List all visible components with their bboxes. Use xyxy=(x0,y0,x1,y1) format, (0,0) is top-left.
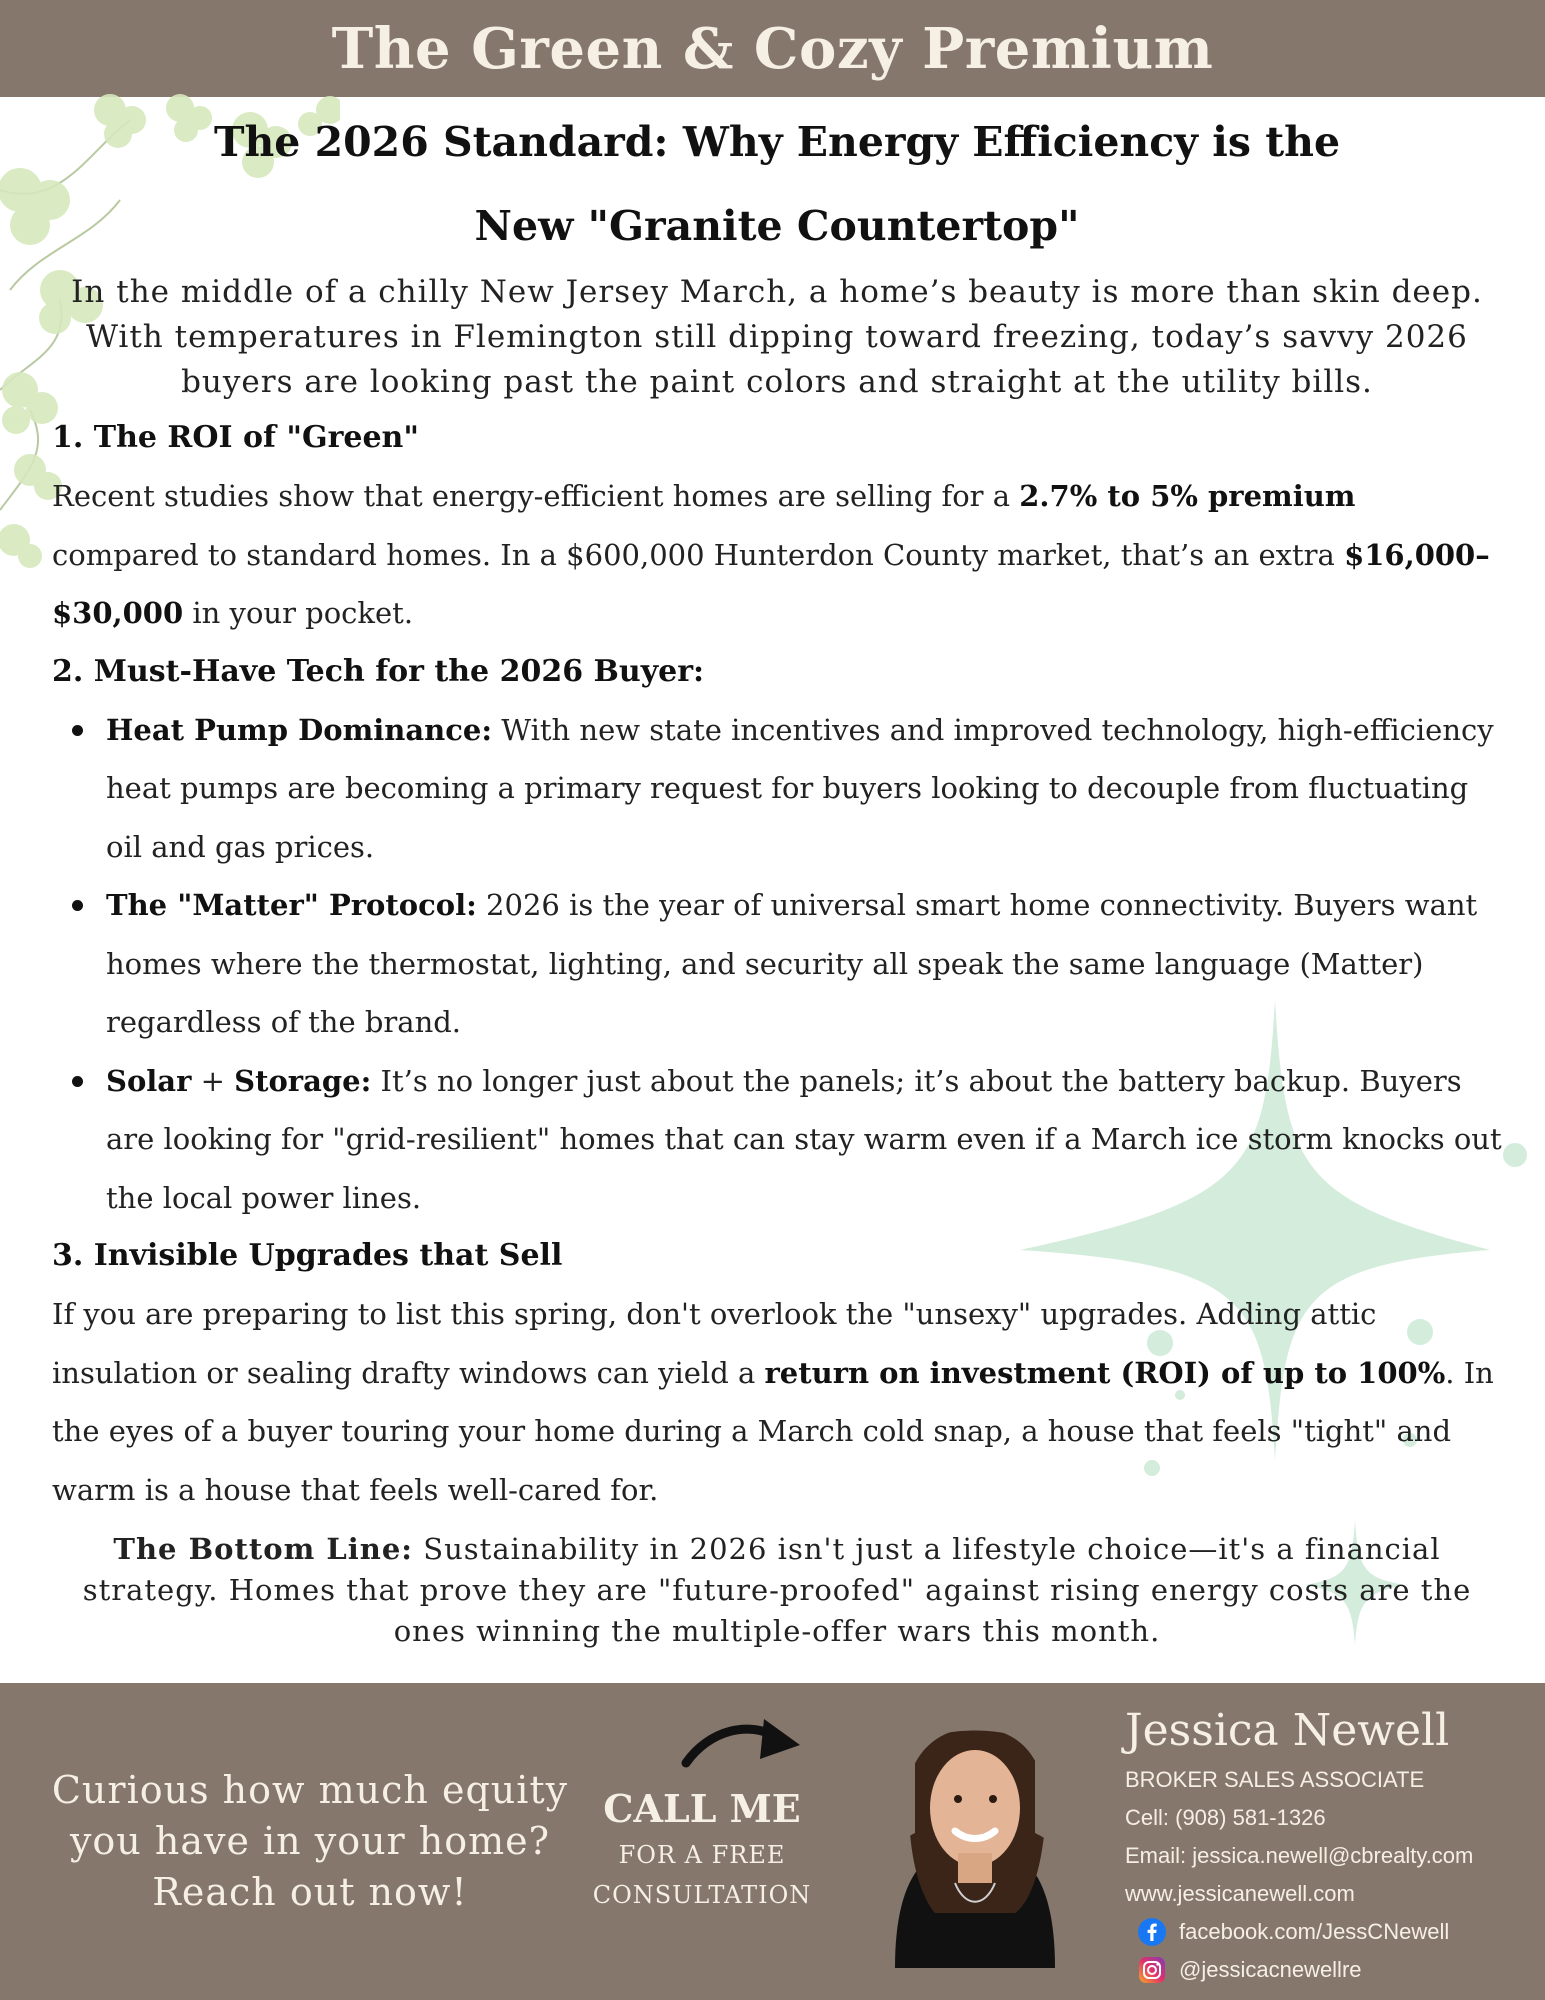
agent-facebook-link[interactable] xyxy=(1125,1913,1535,1951)
bullet-dot xyxy=(72,1076,83,1087)
section-1-text-b: compared to standard homes. In a $600,000 Hunterdon County market, that’s an extra xyxy=(52,537,1345,572)
section-1-heading: 1. The ROI of "Green" xyxy=(52,420,420,455)
section-2-heading: 2. Must-Have Tech for the 2026 Buyer: xyxy=(52,653,705,689)
instagram-handle: @jessicacnewellre xyxy=(1179,1957,1362,1982)
section-3-paragraph xyxy=(52,1285,1502,1519)
bullet-text: With new state incentives and improved technology, high-efficiency heat pumps are becoming a primary request for buyers looking to decouple from fluctuating oil and gas prices. xyxy=(106,712,1494,864)
call-to-action xyxy=(582,1783,822,1915)
facebook-icon xyxy=(1137,1917,1167,1947)
headline-line-1: The 2026 Standard: Why Energy Efficiency is the xyxy=(213,118,1341,166)
bullet-text: It’s no longer just about the panels; it’s about the battery backup. Buyers are looking for "grid-resilient" homes that can stay warm even if a March ice storm knocks out the local power lines. xyxy=(106,1063,1502,1215)
section-1-text-c: in your pocket. xyxy=(183,596,414,630)
call-me-title: CALL ME xyxy=(603,1786,801,1831)
call-sub-line-1: FOR A FREE xyxy=(618,1841,786,1869)
section-3-heading: 3. Invisible Upgrades that Sell xyxy=(52,1238,563,1273)
bullet-title-plus: + xyxy=(191,1063,235,1098)
bullet-solar-storage xyxy=(52,1052,1502,1228)
section-1-amount: $16,000–$30,000 xyxy=(52,537,1490,630)
section-1-text-a: Recent studies show that energy-efficient homes are selling for a xyxy=(52,479,1020,513)
cta-question: Curious how much equity you have in your home? Reach out now! xyxy=(51,1768,569,1914)
header-band xyxy=(0,0,1545,97)
section-1-premium: 2.7% to 5% premium xyxy=(1019,479,1356,513)
agent-contact xyxy=(1125,1701,1535,1989)
bullet-title-2: Storage: xyxy=(234,1063,372,1098)
article-headline xyxy=(52,100,1502,268)
bullet-title: The "Matter" Protocol: xyxy=(106,888,477,922)
bottom-line-paragraph xyxy=(52,1529,1502,1652)
tech-bullet-list xyxy=(52,701,1502,1228)
bullet-matter-protocol xyxy=(52,876,1502,1052)
headline-line-2: New "Granite Countertop" xyxy=(474,202,1080,250)
section-3-roi: return on investment (ROI) of up to 100% xyxy=(764,1355,1446,1390)
section-1-paragraph xyxy=(52,467,1502,643)
bullet-heat-pump xyxy=(52,701,1502,877)
section-3-text-a: If you are preparing to list this spring, don't overlook the "unsexy" upgrades. Adding attic insulation or sealing drafty windows can yield a xyxy=(52,1297,1377,1390)
bullet-title: Heat Pump Dominance: xyxy=(106,712,493,747)
agent-name: Jessica Newell xyxy=(1125,1705,1450,1756)
call-sub-line-2: CONSULTATION xyxy=(592,1881,812,1909)
agent-website-link[interactable]: www.jessicanewell.com xyxy=(1125,1881,1355,1906)
agent-instagram-link[interactable] xyxy=(1125,1951,1535,1989)
article-body xyxy=(52,100,1502,1652)
facebook-handle: facebook.com/JessCNewell xyxy=(1179,1919,1450,1944)
agent-avatar xyxy=(855,1713,1095,1968)
curved-arrow-icon xyxy=(680,1711,805,1771)
agent-role: BROKER SALES ASSOCIATE xyxy=(1125,1767,1425,1792)
agent-email-link[interactable]: Email: jessica.newell@cbrealty.com xyxy=(1125,1843,1474,1868)
bullet-text: 2026 is the year of universal smart home connectivity. Buyers want homes where the thermostat, lighting, and security all speak the same language (Matter) regardless of the brand. xyxy=(106,888,1478,1039)
header-title: The Green & Cozy Premium xyxy=(331,15,1214,82)
bottom-line-label: The Bottom Line: xyxy=(113,1532,414,1566)
bullet-dot xyxy=(72,900,83,911)
section-3-text-b: . In the eyes of a buyer touring your home during a March cold snap, a house that feels "tight" and warm is a house that feels well-cared for. xyxy=(52,1355,1494,1507)
bottom-line-text: Sustainability in 2026 isn't just a lifestyle choice—it's a financial strategy. Homes that prove they are "future-proofed" against rising energy costs are the ones winning the multiple-offer wars this month. xyxy=(82,1532,1472,1648)
intro-paragraph: In the middle of a chilly New Jersey March, a home’s beauty is more than skin deep. With temperatures in Flemington still dipping toward freezing, today’s savvy 2026 buyers are looking past the paint colors and straight at the utility bills. xyxy=(71,274,1483,400)
bullet-dot xyxy=(72,725,83,736)
agent-cell: Cell: (908) 581-1326 xyxy=(1125,1805,1326,1830)
footer-band xyxy=(0,1683,1545,2000)
bullet-title: Solar xyxy=(106,1063,192,1098)
instagram-icon xyxy=(1137,1955,1167,1985)
